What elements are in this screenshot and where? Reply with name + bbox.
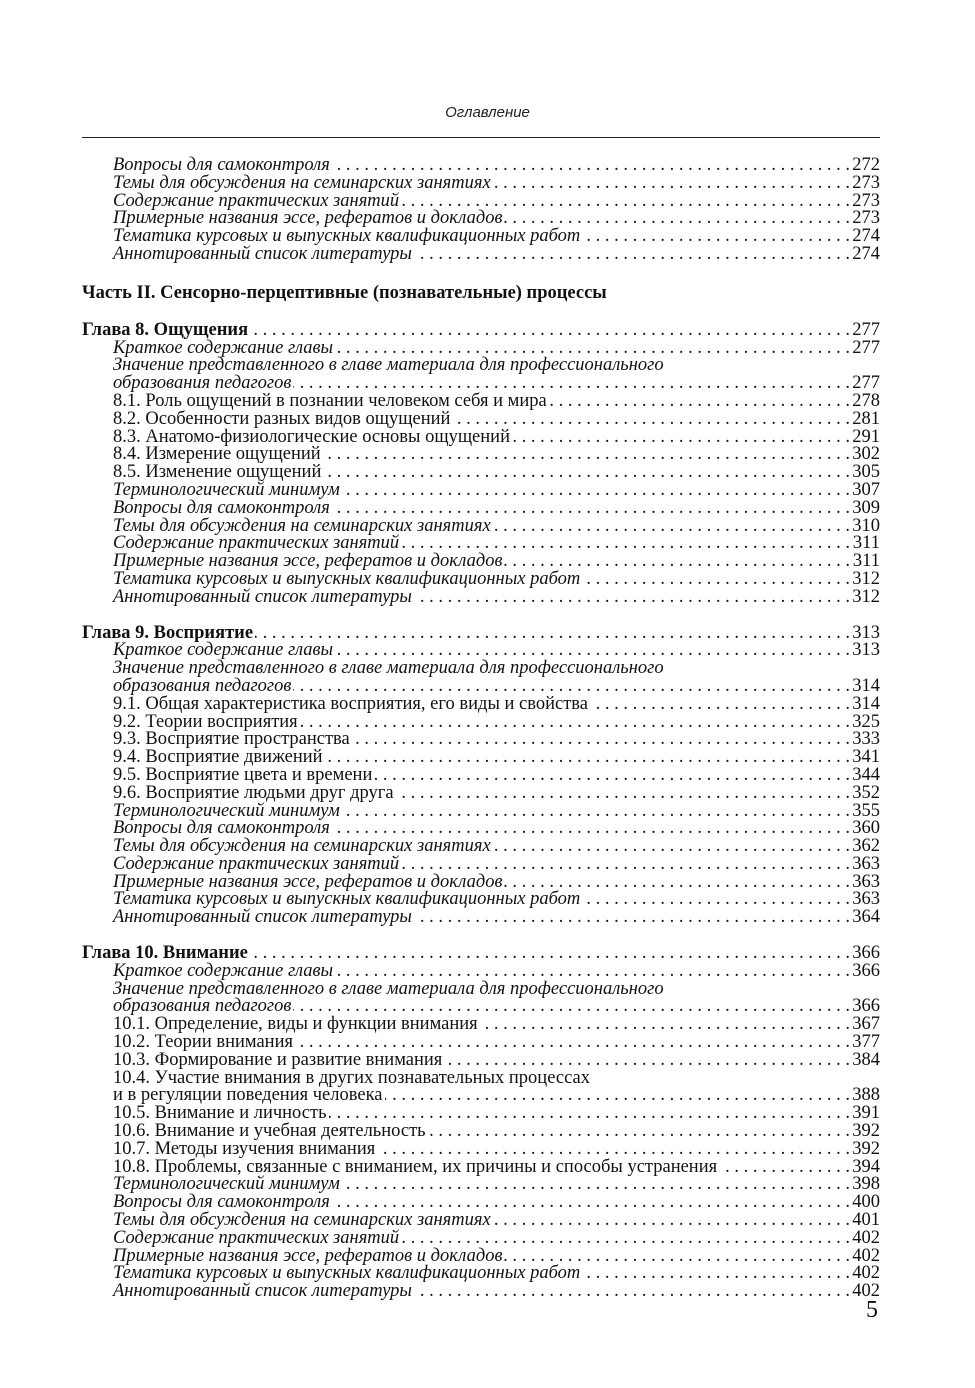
entry-title: Тематика курсовых и выпускных квалификационных работ: [113, 889, 581, 910]
entry-title: 10.1. Определение, виды и функции внимания: [113, 1014, 478, 1035]
entry-page-number: 313: [852, 640, 880, 661]
page-number: 5: [866, 1297, 878, 1323]
toc-entry[interactable]: [82, 1227, 880, 1248]
entry-page-number: 394: [852, 1156, 880, 1177]
entry-page-number: 366: [852, 943, 880, 964]
entry-title: Темы для обсуждения на семинарских занятиях: [113, 172, 491, 193]
entry-page-number: 360: [852, 818, 880, 839]
entry-page-number: 366: [852, 960, 880, 981]
entry-title: Примерные названия эссе, рефератов и докладов: [113, 1245, 503, 1266]
running-head: Оглавление: [445, 104, 530, 121]
header-rule: [82, 137, 880, 138]
entry-page-number: 291: [852, 426, 880, 447]
entry-page-number: 310: [852, 515, 880, 536]
entry-title: Аннотированный список литературы: [113, 1281, 412, 1302]
entry-title: Темы для обсуждения на семинарских занятиях: [113, 515, 491, 536]
entry-title: Вопросы для самоконтроля: [113, 155, 330, 175]
entry-title: Содержание практических занятий: [113, 533, 400, 554]
entry-page-number: 281: [852, 408, 880, 429]
entry-title: Краткое содержание главы: [113, 640, 334, 661]
dot-leader: [428, 1123, 850, 1141]
entry-page-number: 272: [852, 155, 880, 175]
entry-page-number: 312: [852, 568, 880, 589]
entry-page-number: 305: [852, 462, 880, 483]
entry-page-number: 333: [852, 729, 880, 750]
entry-title: Глава 10. Внимание: [82, 943, 248, 964]
entry-title: 10.3. Формирование и развитие внимания: [113, 1049, 443, 1070]
continued-entries: [82, 157, 880, 264]
entry-title: Терминологический минимум: [113, 479, 340, 500]
toc-entry[interactable]: [82, 960, 880, 981]
dot-leader: [582, 891, 850, 909]
entry-title: Аннотированный список литературы: [113, 907, 412, 928]
entry-page-number: 402: [852, 1263, 880, 1284]
table-of-contents: [82, 157, 880, 1301]
entry-title: Вопросы для самоконтроля: [113, 497, 330, 518]
dot-leader: [414, 246, 850, 264]
toc-entry[interactable]: [82, 243, 880, 264]
entry-title: 9.3. Восприятие пространства: [113, 729, 350, 750]
entry-title: 10.4. Участие внимания в других познавательных процессах: [113, 1067, 590, 1088]
entry-title: Аннотированный список литературы: [113, 586, 412, 607]
entry-title: 10.5. Внимание и личность: [113, 1103, 327, 1124]
entry-page-number: 274: [852, 226, 880, 247]
dot-leader: [414, 909, 850, 927]
chapter-block: [82, 319, 880, 607]
entry-title: Значение представленного в главе материала для профессионального: [113, 658, 664, 679]
chapter-block: [82, 945, 880, 1301]
dot-leader: [377, 1141, 850, 1159]
dot-leader: [582, 1265, 850, 1283]
entry-page-number: 311: [852, 533, 880, 554]
dot-leader: [582, 571, 850, 589]
entry-title: Глава 9. Восприятие: [82, 622, 254, 643]
entry-title: Примерные названия эссе, рефератов и докладов: [113, 551, 503, 572]
dot-leader: [493, 518, 850, 536]
dot-leader: [452, 411, 850, 429]
entry-title: 9.1. Общая характеристика восприятия, его виды и свойства: [113, 693, 588, 714]
dot-leader: [352, 731, 850, 749]
entry-title: 8.1. Роль ощущений в познании человеком себя и мира: [113, 390, 547, 411]
toc-entry[interactable]: [82, 408, 880, 429]
entry-title: Терминологический минимум: [113, 800, 340, 821]
entry-title: 9.4. Восприятие движений: [113, 747, 323, 768]
dot-leader: [396, 785, 850, 803]
entry-page-number: 398: [852, 1174, 880, 1195]
dot-leader: [374, 767, 850, 785]
entry-title: образования педагогов: [113, 675, 292, 696]
entry-page-number: 302: [852, 444, 880, 465]
entry-title: 8.4. Измерение ощущений: [113, 444, 321, 465]
entry-title: образования педагогов: [113, 996, 292, 1017]
dot-leader: [255, 625, 850, 643]
entry-title: 9.6. Восприятие людьми друг друга: [113, 782, 394, 803]
dot-leader: [493, 1212, 850, 1230]
entry-title: 8.3. Анатомо-физиологические основы ощущений: [113, 426, 510, 447]
entry-page-number: 352: [852, 782, 880, 803]
dot-leader: [719, 1159, 850, 1177]
entry-page-number: 277: [852, 337, 880, 358]
entry-title: 8.5. Изменение ощущений: [113, 462, 322, 483]
entry-page-number: 274: [852, 243, 880, 264]
entry-title: Тематика курсовых и выпускных квалификационных работ: [113, 226, 581, 247]
dot-leader: [493, 838, 850, 856]
dot-leader: [590, 696, 850, 714]
entry-title: Тематика курсовых и выпускных квалификационных работ: [113, 568, 581, 589]
toc-entry[interactable]: [82, 172, 880, 193]
dot-leader: [385, 1087, 851, 1105]
entry-page-number: 402: [852, 1281, 880, 1302]
entry-title: Значение представленного в главе материала для профессионального: [113, 978, 664, 999]
entry-page-number: 392: [852, 1121, 880, 1142]
entry-page-number: 363: [852, 889, 880, 910]
entry-page-number: 273: [852, 208, 880, 229]
dot-leader: [582, 228, 850, 246]
toc-entry[interactable]: [82, 497, 880, 518]
entry-page-number: 391: [852, 1103, 880, 1124]
entry-page-number: 341: [852, 747, 880, 768]
dot-leader: [401, 1230, 850, 1248]
entry-page-number: 362: [852, 836, 880, 857]
entry-title: Темы для обсуждения на семинарских занятиях: [113, 836, 491, 857]
entry-title: 9.2. Теории восприятия: [113, 711, 298, 732]
entry-title: 9.5. Восприятие цвета и времени: [113, 764, 373, 785]
entry-title: Примерные названия эссе, рефератов и докладов: [113, 208, 503, 229]
part-heading: Часть II. Сенсорно-перцептивные (познавательные) процессы: [82, 282, 607, 303]
entry-title: Вопросы для самоконтроля: [113, 1192, 330, 1213]
dot-leader: [549, 393, 850, 411]
entry-page-number: 313: [852, 622, 880, 643]
entry-page-number: 366: [852, 996, 880, 1017]
toc-entry[interactable]: [82, 1138, 880, 1159]
entry-title: 10.6. Внимание и учебная деятельность: [113, 1121, 426, 1142]
entry-page-number: 344: [852, 764, 880, 785]
chapter-heading[interactable]: [82, 319, 880, 340]
entry-title: Терминологический минимум: [113, 1174, 340, 1195]
dot-leader: [342, 803, 850, 821]
entry-page-number: 367: [852, 1014, 880, 1035]
dot-leader: [323, 464, 850, 482]
dot-leader: [300, 714, 850, 732]
entry-page-number: 364: [852, 907, 880, 928]
entry-page-number: 377: [852, 1032, 880, 1053]
dot-leader: [342, 1176, 850, 1194]
entry-title: Содержание практических занятий: [113, 190, 400, 211]
entry-page-number: 312: [852, 586, 880, 607]
dot-leader: [325, 749, 850, 767]
dot-leader: [512, 429, 850, 447]
entry-title: Содержание практических занятий: [113, 1227, 400, 1248]
dot-leader: [250, 945, 850, 963]
dot-leader: [444, 1052, 850, 1070]
entry-title: 10.2. Теории внимания: [113, 1032, 293, 1053]
entry-page-number: 277: [852, 373, 880, 394]
entry-page-number: 363: [852, 853, 880, 874]
entry-page-number: 278: [852, 390, 880, 411]
toc-entry[interactable]: [82, 693, 880, 714]
toc-entry[interactable]: [82, 586, 880, 607]
entry-page-number: 314: [852, 675, 880, 696]
entry-title: и в регуляции поведения человека: [113, 1085, 383, 1106]
entry-page-number: 311: [852, 551, 880, 572]
entry-page-number: 402: [852, 1245, 880, 1266]
dot-leader: [250, 322, 850, 340]
entry-title: Глава 8. Ощущения: [82, 319, 249, 340]
entry-title: Содержание практических занятий: [113, 853, 400, 874]
entry-page-number: 273: [852, 190, 880, 211]
entry-title: Примерные названия эссе, рефератов и докладов: [113, 871, 503, 892]
dot-leader: [414, 589, 850, 607]
toc-entry[interactable]: [82, 782, 880, 803]
dot-leader: [335, 963, 850, 981]
entry-title: Темы для обсуждения на семинарских занятиях: [113, 1210, 491, 1231]
entry-title: Вопросы для самоконтроля: [113, 818, 330, 839]
dot-leader: [323, 446, 850, 464]
dot-leader: [493, 175, 850, 193]
dot-leader: [332, 500, 850, 518]
entry-page-number: 309: [852, 497, 880, 518]
entry-page-number: 325: [852, 711, 880, 732]
entry-title: 10.8. Проблемы, связанные с вниманием, их причины и способы устранения: [113, 1156, 718, 1177]
entry-page-number: 402: [852, 1227, 880, 1248]
entry-title: Аннотированный список литературы: [113, 243, 412, 264]
entry-title: образования педагогов: [113, 373, 292, 394]
entry-page-number: 273: [852, 172, 880, 193]
entry-title: 10.7. Методы изучения внимания: [113, 1138, 376, 1159]
entry-page-number: 388: [852, 1085, 880, 1106]
dot-leader: [414, 1283, 850, 1301]
entry-page-number: 307: [852, 479, 880, 500]
toc-entry[interactable]: [82, 1283, 880, 1301]
entry-page-number: 392: [852, 1138, 880, 1159]
entry-title: Значение представленного в главе материала для профессионального: [113, 355, 664, 376]
entry-page-number: 400: [852, 1192, 880, 1213]
entry-page-number: 384: [852, 1049, 880, 1070]
entry-page-number: 277: [852, 319, 880, 340]
entry-page-number: 355: [852, 800, 880, 821]
entry-title: 8.2. Особенности разных видов ощущений: [113, 408, 451, 429]
dot-leader: [342, 482, 850, 500]
entry-title: Краткое содержание главы: [113, 337, 334, 358]
toc-entry[interactable]: [82, 909, 880, 927]
entry-page-number: 314: [852, 693, 880, 714]
chapter-block: [82, 622, 880, 928]
chapters: [82, 319, 880, 1302]
entry-title: Краткое содержание главы: [113, 960, 334, 981]
entry-title: Тематика курсовых и выпускных квалификационных работ: [113, 1263, 581, 1284]
entry-page-number: 363: [852, 871, 880, 892]
dot-leader: [480, 1016, 850, 1034]
entry-page-number: 401: [852, 1210, 880, 1231]
toc-entry[interactable]: [82, 1049, 880, 1070]
